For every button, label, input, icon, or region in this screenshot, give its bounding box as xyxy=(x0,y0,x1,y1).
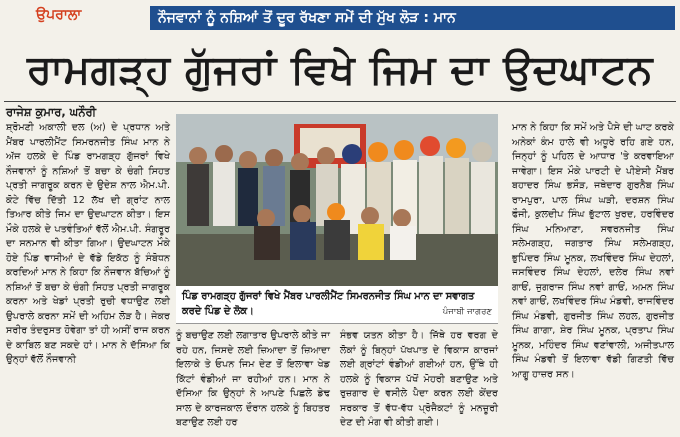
headline: ਰਾਮਗੜ੍ਹ ਗੁੱਜਰਾਂ ਵਿਖੇ ਜਿਮ ਦਾ ਉਦਘਾਟਨ xyxy=(26,46,654,93)
column-1-text: ਸ਼੍ਰੋਮਣੀ ਅਕਾਲੀ ਦਲ (ਅ) ਦੇ ਪ੍ਰਧਾਨ ਅਤੇ ਮੈਂਬਰ ਪਾਰਲੀਮੈਂਟ ਸਿਮਰਨਜੀਤ ਸਿੰਘ ਮਾਨ ਨੇ ਅੱਜ ਹਲਕੇ ਦੇ ਪਿੰਡ ਰਾਮਗੜ੍ਹ ਗੁੱਜਰਾਂ ਵਿਖੇ ਨੌਜਵਾਨਾਂ ਨੂੰ ਨਸ਼ਿਆਂ ਤੋਂ ਬਚਾ ਕੇ ਚੰਗੀ ਸਿਹਤ ਪ੍ਰਤੀ ਜਾਗਰੂਕ ਕਰਨ ਦੇ ਉਦੇਸ਼ ਨਾਲ ਐਮ.ਪੀ. ਕੋਟੇ ਵਿੱਚ ਦਿੱਤੀ 12 ਲੱਖ ਦੀ ਗ੍ਰਾਂਟ ਨਾਲ ਤਿਆਰ ਕੀਤੇ ਜਿਮ ਦਾ ਉਦਘਾਟਨ ਕੀਤਾ। ਇਸ ਮੌਕੇ ਹਲਕੇ ਦੇ ਪਤਵੰਤਿਆਂ ਵੱਲੋਂ ਐਮ.ਪੀ. ਸੰਗਰੂਰ ਦਾ ਸਨਮਾਨ ਵੀ ਕੀਤਾ ਗਿਆ। ਉਦਘਾਟਨ ਮੌਕੇ ਹੋਏ ਪਿੰਡ ਵਾਸੀਆਂ ਦੇ ਵੱਡੇ ਇਕੱਠ ਨੂੰ ਸੰਬੋਧਨ ਕਰਦਿਆਂ ਮਾਨ ਨੇ ਕਿਹਾ ਕਿ ਨੌਜਵਾਨ ਬੱਚਿਆਂ ਨੂੰ ਨਸ਼ਿਆਂ ਤੋਂ ਬਚਾ ਕੇ ਚੰਗੀ ਸਿਹਤ ਪ੍ਰਤੀ ਜਾਗਰੂਕ ਕਰਨਾ ਅਤੇ ਖੇਡਾਂ ਪ੍ਰਤੀ ਰੁਚੀ ਵਧਾਉਣ ਲਈ ਉਪਰਾਲੇ ਕਰਨਾ ਸਮੇਂ ਦੀ ਅਹਿਮ ਲੋੜ ਹੈ। ਜੇਕਰ ਸਰੀਰ ਤੰਦਰੁਸਤ ਹੋਵੇਗਾ ਤਾਂ ਹੀ ਅਸੀਂ ਰਾਜ ਕਰਨ ਦੇ ਕਾਬਿਲ ਬਣ ਸਕਦੇ ਹਾਂ। ਮਾਨ ਨੇ ਦੱਸਿਆ ਕਿ ਉਨ੍ਹਾਂ ਵੱਲੋਂ ਨੌਜਵਾਨੀ xyxy=(6,122,170,365)
article-column-3 xyxy=(340,329,498,431)
crowd-photo-illustration xyxy=(176,114,498,286)
article-column-1 xyxy=(6,121,170,368)
column-4-text: ਮਾਨ ਨੇ ਕਿਹਾ ਕਿ ਸਮੇਂ ਅਤੇ ਪੈਸੇ ਦੀ ਘਾਟ ਕਰਕੇ ਅਨੇਕਾਂ ਕੰਮ ਹਾਲੇ ਵੀ ਅਧੂਰੇ ਰਹਿ ਗਏ ਹਨ, ਜਿਨ੍ਹਾਂ ਨੂੰ ਪਹਿਲ ਦੇ ਆਧਾਰ 'ਤੇ ਕਰਵਾਇਆ ਜਾਵੇਗਾ। ਇਸ ਮੌਕੇ ਪਾਰਟੀ ਦੇ ਪੀਏਸੀ ਮੈਂਬਰ ਬਹਾਦਰ ਸਿੰਘ ਭਸੌੜ, ਜਥੇਦਾਰ ਗੁਰਨੈਬ ਸਿੰਘ ਰਾਮਪੁਰਾ, ਪਾਲ ਸਿੰਘ ਘੜੀ, ਦਰਸ਼ਨ ਸਿੰਘ ਫੌਜੀ, ਕੁਲਦੀਪ ਸਿੰਘ ਭੁੱਟਾਲ ਖੁਰਦ, ਹਰਵਿੰਦਰ ਸਿੰਘ ਮਨਿਆਣਾ, ਸਵਰਨਜੀਤ ਸਿੰਘ ਸਲੇਮਗੜ੍ਹ, ਜਗਤਾਰ ਸਿੰਘ ਸਲੇਮਗੜ੍ਹ, ਭੁਪਿੰਦਰ ਸਿੰਘ ਮੂਨਕ, ਲਖਵਿੰਦਰ ਸਿੰਘ ਦੇਹਲਾਂ, ਜਸਵਿੰਦਰ ਸਿੰਘ ਦੇਹਲਾਂ, ਦਲੇਰ ਸਿੰਘ ਨਵਾਂ ਗਾਓਂ, ਜੁਗਰਾਜ ਸਿੰਘ ਨਵਾਂ ਗਾਓਂ, ਅਮਨ ਸਿੰਘ ਨਵਾਂ ਗਾਓਂ, ਲਖਵਿੰਦਰ ਸਿੰਘ ਮੰਡਵੀ, ਰਾਜਵਿੰਦਰ ਸਿੰਘ ਮੰਡਵੀ, ਗੁਰਜੀਤ ਸਿੰਘ ਲਹਲ, ਗੁਰਜੀਤ ਸਿੰਘ ਗਾਗਾ, ਸ਼ੇਰ ਸਿੰਘ ਮੂਨਕ, ਪ੍ਰਤਾਪ ਸਿੰਘ ਮੂਨਕ, ਮਹਿੰਦਰ ਸਿੰਘ ਵਣਾਂਵਾਲੀ, ਅਜੀਤਪਾਲ ਸਿੰਘ ਮੰਡਵੀ ਤੋਂ ਇਲਾਵਾ ਵੱਡੀ ਗਿਣਤੀ ਵਿੱਚ ਆਗੂ ਹਾਜ਼ਰ ਸਨ। xyxy=(512,122,674,380)
section-label: ਉਪਰਾਲਾ xyxy=(36,7,82,23)
top-band xyxy=(0,0,680,34)
article-column-2 xyxy=(176,329,330,431)
article-column-4 xyxy=(512,121,674,382)
column-2-text: ਨੂੰ ਬਚਾਉਣ ਲਈ ਲਗਾਤਾਰ ਉਪਰਾਲੇ ਕੀਤੇ ਜਾ ਰਹੇ ਹਨ, ਜਿਸਦੇ ਲਈ ਜ਼ਿਆਦਾ ਤੋਂ ਜ਼ਿਆਦਾ ਇਲਾਕੇ ਤੇ ਓਪਨ ਜਿਮ ਦੇਣ ਤੋਂ ਇਲਾਵਾ ਖੇਡ ਕਿੱਟਾਂ ਵੰਡੀਆਂ ਜਾ ਰਹੀਆਂ ਹਨ। ਮਾਨ ਨੇ ਦੱਸਿਆ ਕਿ ਉਨ੍ਹਾਂ ਨੇ ਆਪਣੇ ਪਿਛਲੇ ਡੇਢ ਸਾਲ ਦੇ ਕਾਰਜਕਾਲ ਦੌਰਾਨ ਹਲਕੇ ਨੂੰ ਬਿਹਤਰ ਬਣਾਉਣ ਲਈ ਹਰ xyxy=(176,330,330,428)
headline-rule xyxy=(4,101,676,102)
photo-caption-box xyxy=(176,286,498,324)
byline: ਰਾਜੇਸ਼ ਕੁਮਾਰ, ਘਨੌਰੀ xyxy=(6,105,97,119)
photo-caption: ਪਿੰਡ ਰਾਮਗੜ੍ਹ ਗੁੱਜਰਾਂ ਵਿਖੇ ਮੈਂਬਰ ਪਾਰਲੀਮੈਂਟ ਸਿਮਰਨਜੀਤ ਸਿੰਘ ਮਾਨ ਦਾ ਸਵਾਗਤ ਕਰਦੇ ਪਿੰਡ ਦੇ ਲੋਕ। xyxy=(182,291,475,317)
kicker-banner: ਨੌਜਵਾਨਾਂ ਨੂੰ ਨਸ਼ਿਆਂ ਤੋਂ ਦੂਰ ਰੱਖਣਾ ਸਮੇਂ ਦੀ ਮੁੱਖ ਲੋੜ : ਮਾਨ xyxy=(150,6,675,30)
news-photo xyxy=(176,114,498,286)
photo-credit: ਪੰਜਾਬੀ ਜਾਗਰਣ xyxy=(442,307,492,317)
column-3-text: ਸੰਭਵ ਯਤਨ ਕੀਤਾ ਹੈ। ਜਿੱਥੇ ਹਰ ਵਰਗ ਦੇ ਲੋਕਾਂ ਨੂੰ ਬਿਨ੍ਹਾਂ ਪੱਖਪਾਤ ਦੇ ਵਿਕਾਸ ਕਾਰਜਾਂ ਲਈ ਗ੍ਰਾਂਟਾਂ ਵੰਡੀਆਂ ਗਈਆਂ ਹਨ, ਉੱਥੇ ਹੀ ਹਲਕੇ ਨੂੰ ਵਿਕਾਸ ਪੱਖੋਂ ਮੋਹਰੀ ਬਣਾਉਣ ਅਤੇ ਰੁਜ਼ਗਾਰ ਦੇ ਵਸੀਲੇ ਪੈਦਾ ਕਰਨ ਲਈ ਕੇਂਦਰ ਸਰਕਾਰ ਤੋਂ ਵੱਧ-ਵੱਧ ਪ੍ਰੋਜੈਕਟਾਂ ਨੂੰ ਮਨਜ਼ੂਰੀ ਦੇਣ ਦੀ ਮੰਗ ਵੀ ਕੀਤੀ ਗਈ। xyxy=(340,330,498,428)
